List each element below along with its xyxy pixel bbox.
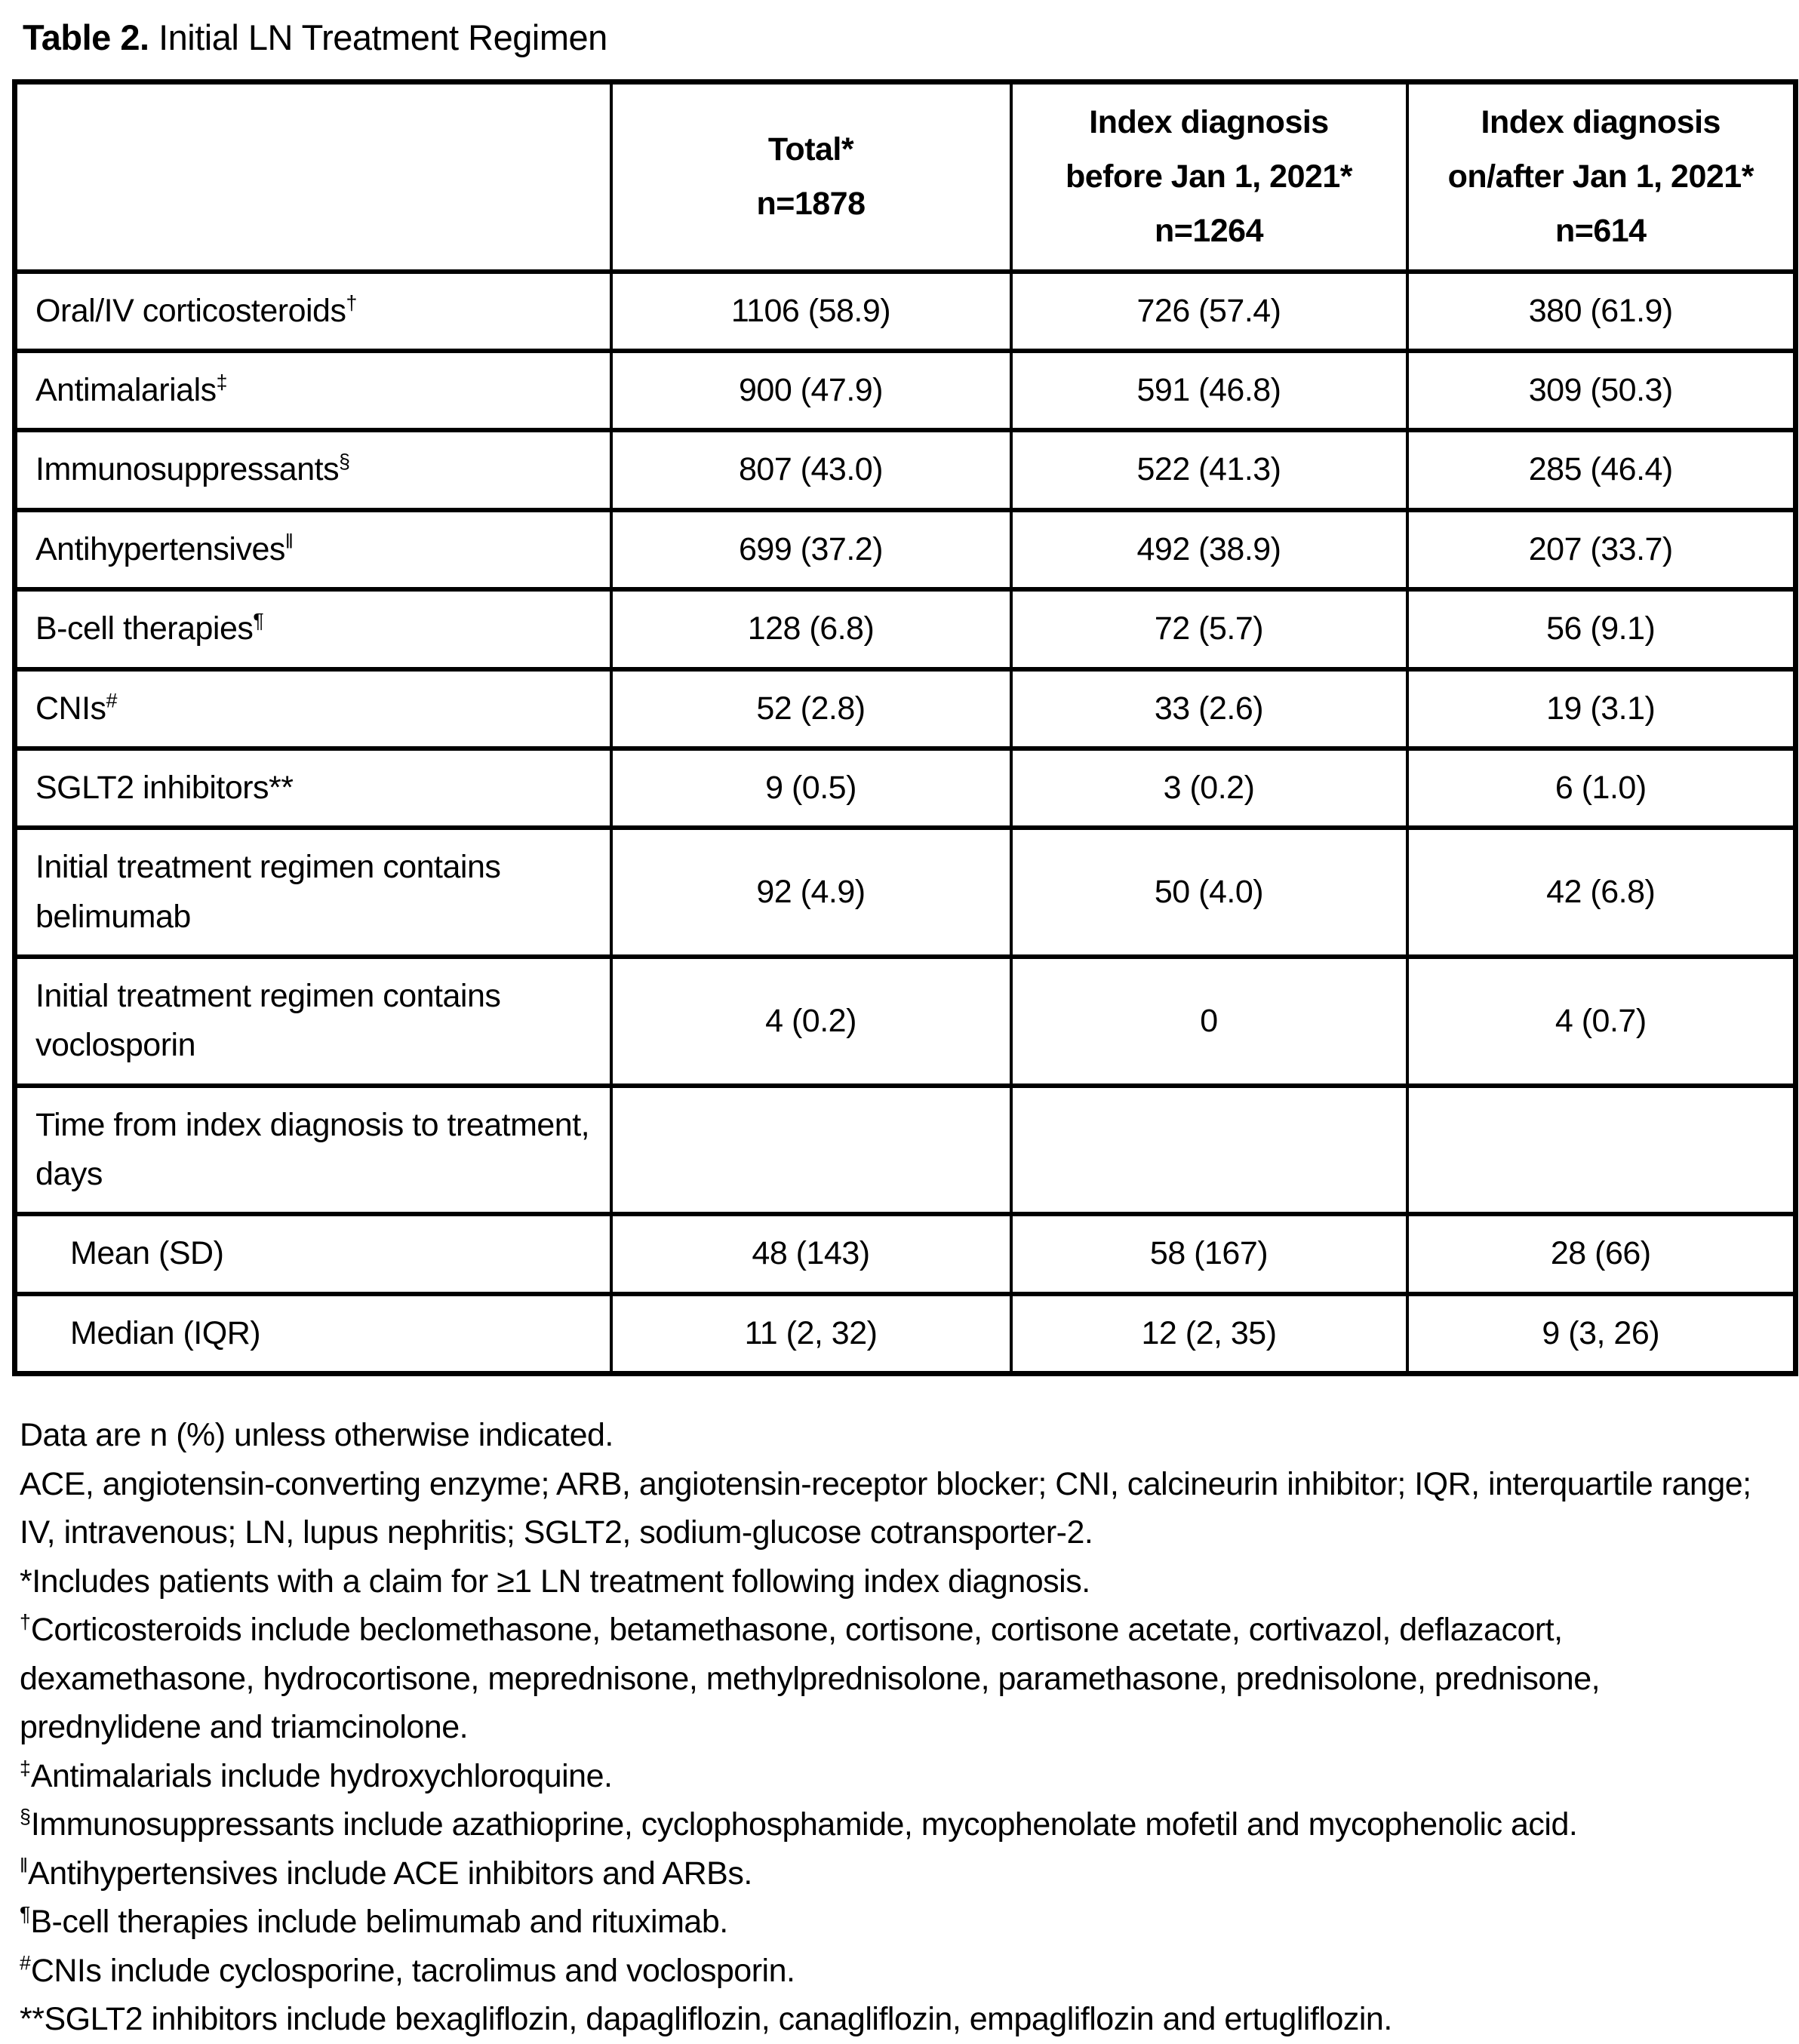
header-on-after-jan-2021: Index diagnosis on/after Jan 1, 2021* n=614	[1407, 82, 1796, 272]
cell-after: 9 (3, 26)	[1407, 1294, 1796, 1374]
header-row-label-cell	[15, 82, 611, 272]
footnote-marker: §	[20, 1805, 31, 1828]
row-antihypertensives	[15, 510, 1796, 589]
cell-before: 726 (57.4)	[1011, 272, 1407, 351]
row-immunosuppressants	[15, 430, 1796, 509]
cell-before: 33 (2.6)	[1011, 669, 1407, 748]
table-title-text: Initial LN Treatment Regimen	[149, 17, 607, 57]
cell-before: 591 (46.8)	[1011, 351, 1407, 430]
cell-total: 52 (2.8)	[611, 669, 1011, 748]
row-antimalarials	[15, 351, 1796, 430]
footnote-marker: §	[339, 450, 350, 474]
cell-before: 522 (41.3)	[1011, 430, 1407, 509]
footnote-marker: †	[20, 1610, 31, 1634]
row-label: Time from index diagnosis to treatment, days	[15, 1086, 611, 1215]
row-cnis	[15, 669, 1796, 748]
cell-before: 72 (5.7)	[1011, 589, 1407, 669]
footnote-marker: ‖	[20, 1854, 29, 1877]
row-time-from-index-diagnosis	[15, 1086, 1796, 1215]
row-regimen-contains-voclosporin	[15, 957, 1796, 1086]
footnote-b-cell-therapies: ¶B-cell therapies include belimumab and rituximab.	[20, 1902, 728, 1941]
row-regimen-contains-belimumab	[15, 828, 1796, 957]
row-label: B-cell therapies¶	[15, 589, 611, 669]
cell-after: 56 (9.1)	[1407, 589, 1796, 669]
row-label: SGLT2 inhibitors**	[15, 748, 611, 828]
cell-after: 309 (50.3)	[1407, 351, 1796, 430]
cell-total: 48 (143)	[611, 1214, 1011, 1293]
footnote-sglt2-inhibitors: **SGLT2 inhibitors include bexagliflozin, dapagliflozin, canagliflozin, empagliflozin and ertugliflozin.	[20, 2001, 1392, 2038]
row-label: Immunosuppressants§	[15, 430, 611, 509]
cell-after: 285 (46.4)	[1407, 430, 1796, 509]
cell-after: 42 (6.8)	[1407, 828, 1796, 957]
footnotes	[20, 1411, 1772, 2044]
cell-after: 28 (66)	[1407, 1214, 1796, 1293]
cell-after: 19 (3.1)	[1407, 669, 1796, 748]
row-label: Antihypertensives‖	[15, 510, 611, 589]
footnote-antihypertensives: ‖Antihypertensives include ACE inhibitors and ARBs.	[20, 1854, 752, 1892]
footnote-marker: ¶	[253, 609, 264, 632]
cell-before: 58 (167)	[1011, 1214, 1407, 1293]
footnote-marker: †	[346, 291, 358, 315]
row-label: CNIs#	[15, 669, 611, 748]
header-before-jan-2021: Index diagnosis before Jan 1, 2021* n=1264	[1011, 82, 1407, 272]
footnote-abbreviations: ACE, angiotensin-converting enzyme; ARB, angiotensin-receptor blocker; CNI, calcineurin inhibitor; IQR, interquartile range; IV, intravenous; LN, lupus nephritis; SGLT2, sodium-glucose cotransporter-2.	[20, 1465, 1751, 1551]
table-title	[23, 17, 1787, 58]
row-label: Initial treatment regimen contains voclosporin	[15, 957, 611, 1086]
cell-after	[1407, 1086, 1796, 1215]
cell-total: 128 (6.8)	[611, 589, 1011, 669]
cell-before: 50 (4.0)	[1011, 828, 1407, 957]
cell-after: 6 (1.0)	[1407, 748, 1796, 828]
cell-after: 207 (33.7)	[1407, 510, 1796, 589]
footnote-cnis: #CNIs include cyclosporine, tacrolimus and voclosporin.	[20, 1951, 795, 1989]
row-label: Oral/IV corticosteroids†	[15, 272, 611, 351]
cell-total: 699 (37.2)	[611, 510, 1011, 589]
cell-total: 92 (4.9)	[611, 828, 1011, 957]
row-label: Antimalarials‡	[15, 351, 611, 430]
footnote-marker: ‡	[20, 1757, 31, 1780]
row-oral-iv-corticosteroids	[15, 272, 1796, 351]
cell-total: 4 (0.2)	[611, 957, 1011, 1086]
table-title-prefix: Table 2.	[23, 17, 149, 57]
cell-before	[1011, 1086, 1407, 1215]
header-total: Total* n=1878	[611, 82, 1011, 272]
row-label: Mean (SD)	[15, 1214, 611, 1293]
row-b-cell-therapies	[15, 589, 1796, 669]
footnote-marker: ‡	[216, 370, 228, 394]
footnote-includes-patients: *Includes patients with a claim for ≥1 LN treatment following index diagnosis.	[20, 1563, 1090, 1600]
cell-before: 12 (2, 35)	[1011, 1294, 1407, 1374]
cell-before: 3 (0.2)	[1011, 748, 1407, 828]
footnote-antimalarials: ‡Antimalarials include hydroxychloroquine.	[20, 1757, 613, 1794]
footnote-marker: #	[20, 1951, 31, 1975]
footnote-marker: ¶	[20, 1902, 31, 1926]
footnote-corticosteroids: †Corticosteroids include beclomethasone, betamethasone, cortisone, cortisone acetate, cortivazol, deflazacort, dexamethasone, hydrocortisone, meprednisone, methylprednisolone, paramethasone, prednisolone, prednisone, prednylidene and triamcinolone.	[20, 1610, 1601, 1746]
footnote-data-note: Data are n (%) unless otherwise indicated.	[20, 1417, 614, 1454]
cell-total: 807 (43.0)	[611, 430, 1011, 509]
row-median-iqr	[15, 1294, 1796, 1374]
row-label: Median (IQR)	[15, 1294, 611, 1374]
row-sglt2-inhibitors	[15, 748, 1796, 828]
cell-before: 0	[1011, 957, 1407, 1086]
cell-total	[611, 1086, 1011, 1215]
cell-before: 492 (38.9)	[1011, 510, 1407, 589]
row-label: Initial treatment regimen contains belimumab	[15, 828, 611, 957]
row-mean-sd	[15, 1214, 1796, 1293]
cell-total: 9 (0.5)	[611, 748, 1011, 828]
footnote-marker: #	[106, 689, 118, 712]
footnote-immunosuppressants: §Immunosuppressants include azathioprine, cyclophosphamide, mycophenolate mofetil and mycophenolic acid.	[20, 1805, 1578, 1843]
cell-total: 11 (2, 32)	[611, 1294, 1011, 1374]
treatment-regimen-table	[12, 79, 1798, 1376]
cell-after: 4 (0.7)	[1407, 957, 1796, 1086]
cell-total: 1106 (58.9)	[611, 272, 1011, 351]
header-row	[15, 82, 1796, 272]
cell-total: 900 (47.9)	[611, 351, 1011, 430]
cell-after: 380 (61.9)	[1407, 272, 1796, 351]
footnote-marker: ‖	[284, 530, 294, 553]
